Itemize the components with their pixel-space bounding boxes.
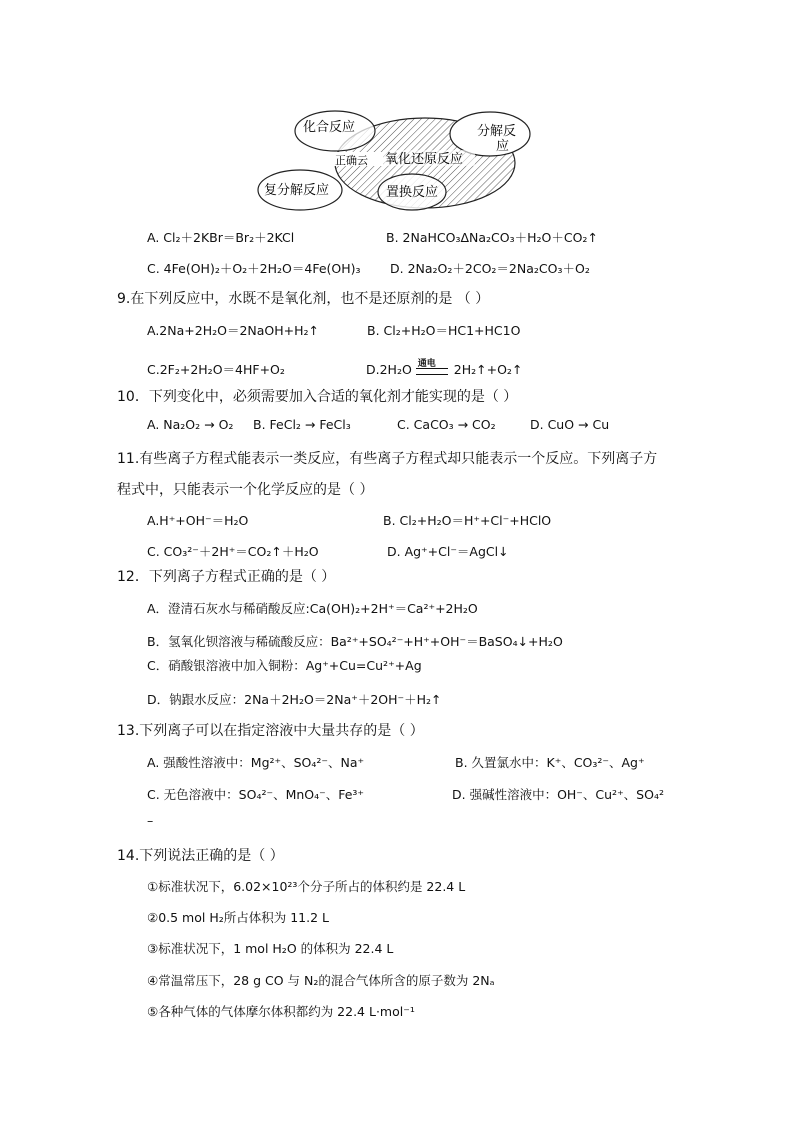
q12-option-d: D．钠跟水反应：2Na＋2H₂O＝2Na⁺＋2OH⁻＋H₂↑ [147, 692, 442, 707]
electrolysis-condition: 通电 [416, 364, 450, 378]
q9-stem: 9.在下列反应中，水既不是氧化剂，也不是还原剂的是 （ ） [117, 291, 490, 307]
q9-option-b: B. Cl₂+H₂O＝HC1+HC1O [367, 323, 521, 338]
q13-option-d-wrap: – [147, 813, 154, 828]
q11-stem-line1: 11.有些离子方程式能表示一类反应，有些离子方程式却只能表示一个反应。下列离子方 [117, 451, 658, 467]
equals-arrow-icon [416, 368, 448, 375]
redox-label: 氧化还原反应 [385, 152, 464, 167]
q12-option-a: A．澄清石灰水与稀硝酸反应:Ca(OH)₂+2H⁺＝Ca²⁺+2H₂O [147, 601, 478, 616]
decomposition-label-2: 应 [496, 139, 510, 154]
reaction-classification-diagram [255, 108, 535, 218]
q10-option-d: D. CuO → Cu [530, 417, 610, 432]
q13-option-d: D. 强碱性溶液中：OH⁻、Cu²⁺、SO₄² [452, 787, 664, 802]
q11-option-b: B. Cl₂+H₂O＝H⁺+Cl⁻+HClO [383, 513, 552, 528]
displacement-label: 置换反应 [386, 185, 439, 200]
q14-stem: 14.下列说法正确的是（ ） [117, 848, 284, 864]
q13-option-a: A. 强酸性溶液中：Mg²⁺、SO₄²⁻、Na⁺ [147, 755, 365, 770]
decomposition-label-1: 分解反 [477, 124, 517, 139]
q14-statement-1: ①标准状况下，6.02×10²³个分子所占的体积约是 22.4 L [147, 879, 466, 894]
q8-option-d: D. 2Na₂O₂＋2CO₂＝2Na₂CO₃＋O₂ [390, 261, 590, 276]
q14-statement-4: ④常温常压下，28 g CO 与 N₂的混合气体所含的原子数为 2Nₐ [147, 973, 495, 988]
q11-option-a: A.H⁺+OH⁻＝H₂O [147, 513, 249, 528]
q9-option-c: C.2F₂+2H₂O＝4HF+O₂ [147, 362, 285, 377]
q13-stem: 13.下列离子可以在指定溶液中大量共存的是（ ） [117, 723, 424, 739]
q8-option-b: B. 2NaHCO₃ΔNa₂CO₃＋H₂O＋CO₂↑ [386, 230, 598, 245]
q9-option-d-reactant: D.2H₂O [366, 362, 412, 377]
q10-option-b: B. FeCl₂ → FeCl₃ [253, 417, 351, 432]
q8-option-a: A. Cl₂＋2KBr＝Br₂＋2KCl [147, 230, 295, 245]
q12-stem: 12．下列离子方程式正确的是（ ） [117, 569, 336, 585]
combination-label: 化合反应 [303, 120, 356, 135]
q12-option-c: C．硝酸银溶液中加入铜粉：Ag⁺+Cu=Cu²⁺+Ag [147, 658, 422, 673]
q9-option-d-product: 2H₂↑+O₂↑ [453, 362, 523, 377]
q14-statement-5: ⑤各种气体的气体摩尔体积都约为 22.4 L·mol⁻¹ [147, 1004, 415, 1019]
q10-option-a: A. Na₂O₂ → O₂ [147, 417, 234, 432]
overlap-label: 正确云 [335, 154, 368, 167]
q9-option-d [366, 358, 523, 379]
q14-statement-2: ②0.5 mol H₂所占体积为 11.2 L [147, 910, 329, 925]
q8-option-c: C. 4Fe(OH)₂＋O₂＋2H₂O＝4Fe(OH)₃ [147, 261, 361, 276]
q10-stem: 10．下列变化中，必须需要加入合适的氧化剂才能实现的是（ ） [117, 389, 518, 405]
q9-option-a: A.2Na+2H₂O＝2NaOH+H₂↑ [147, 323, 320, 338]
double-displacement-label: 复分解反应 [264, 183, 330, 198]
q11-stem-line2: 程式中，只能表示一个化学反应的是（ ） [117, 482, 374, 498]
q14-statement-3: ③标准状况下，1 mol H₂O 的体积为 22.4 L [147, 941, 394, 956]
q12-option-b: B．氢氧化钡溶液与稀硫酸反应：Ba²⁺+SO₄²⁻+H⁺+OH⁻＝BaSO₄↓+H₂O [147, 634, 563, 649]
q10-option-c: C. CaCO₃ → CO₂ [397, 417, 496, 432]
q13-option-c: C. 无色溶液中：SO₄²⁻、MnO₄⁻、Fe³⁺ [147, 787, 365, 802]
q11-option-d: D. Ag⁺+Cl⁻＝AgCl↓ [387, 544, 509, 559]
q11-option-c: C. CO₃²⁻＋2H⁺＝CO₂↑＋H₂O [147, 544, 319, 559]
q13-option-b: B. 久置氯水中：K⁺、CO₃²⁻、Ag⁺ [455, 755, 645, 770]
